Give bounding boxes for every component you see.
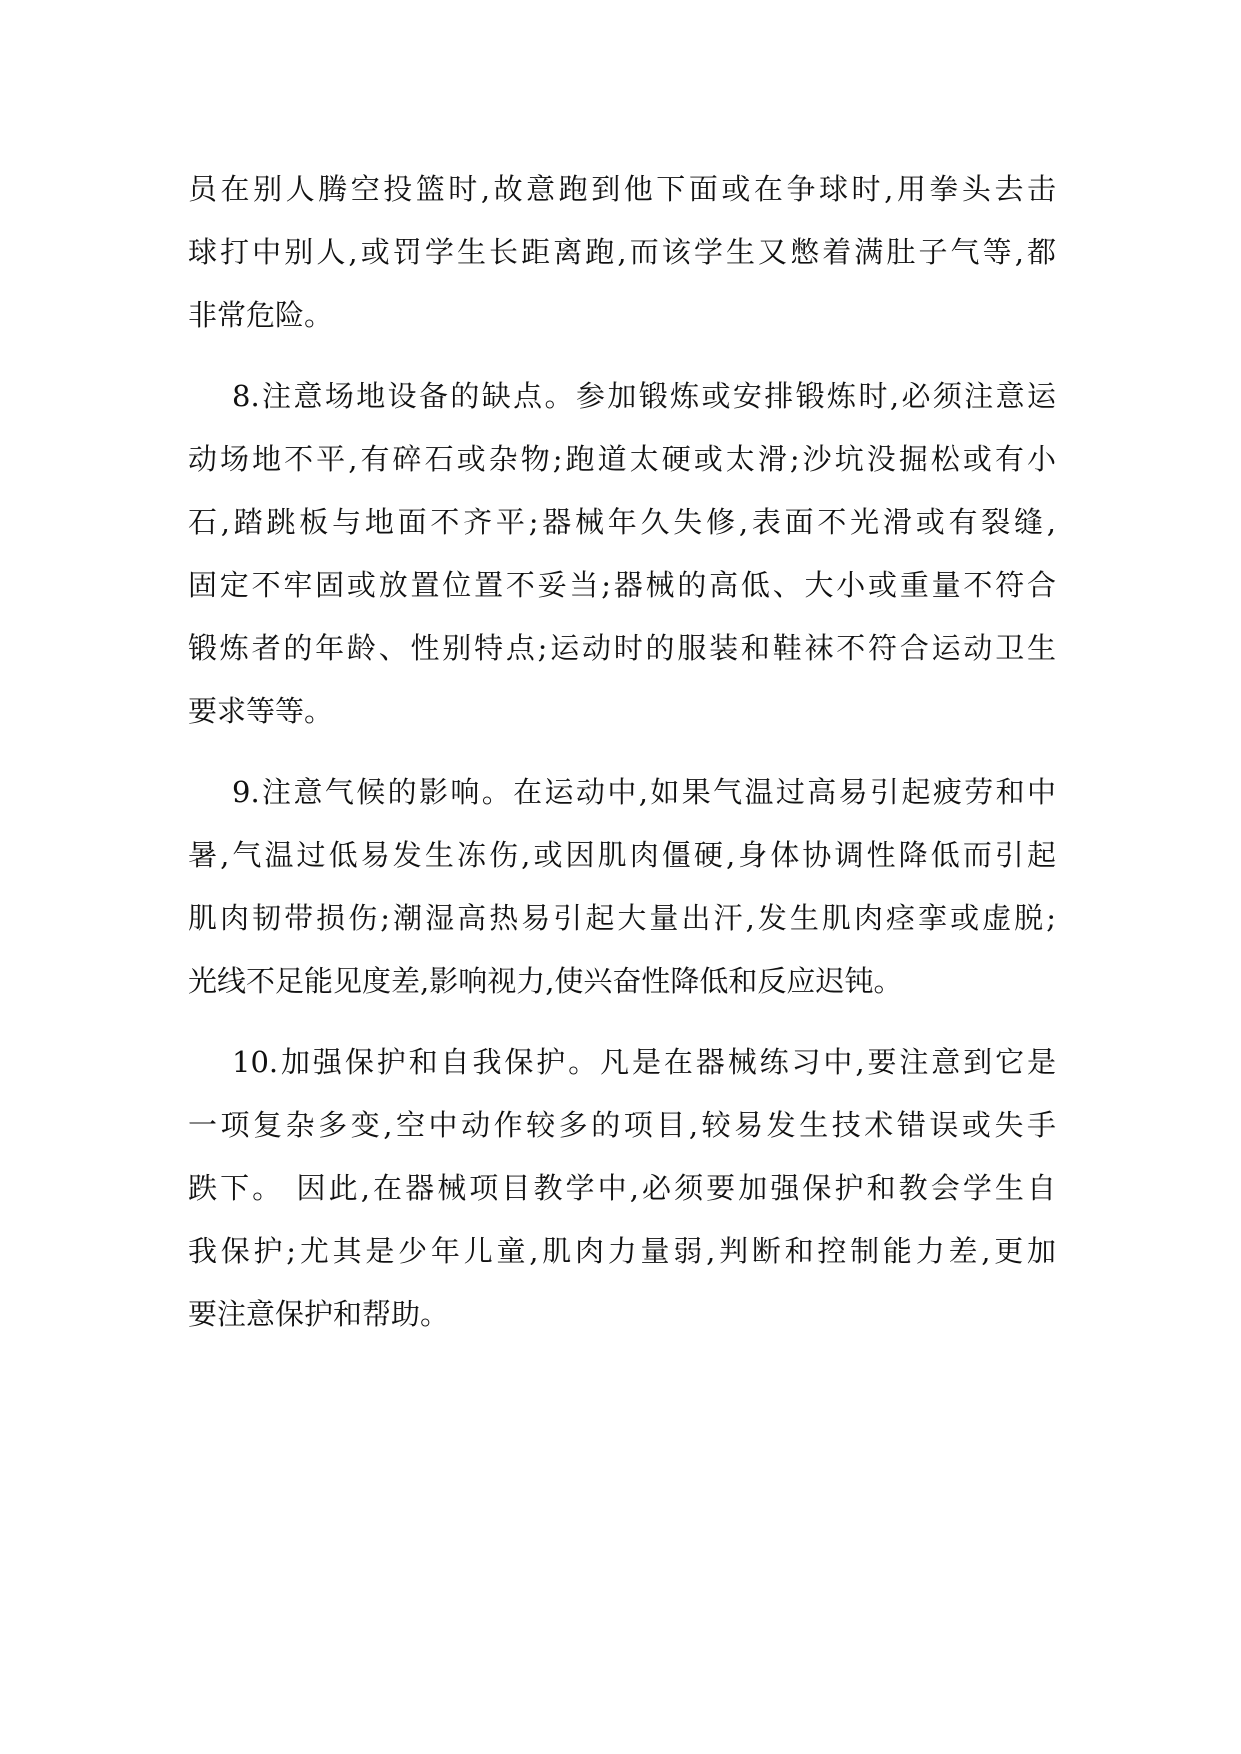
- text-line: 我保护;尤其是少年儿童,肌肉力量弱,判断和控制能力差,更加: [188, 1234, 1056, 1268]
- paragraph-spacer: [188, 743, 1056, 761]
- text-line: 要注意保护和帮助。: [188, 1297, 450, 1331]
- text-line: 员在别人腾空投篮时,故意跑到他下面或在争球时,用拳头去击: [188, 172, 1056, 206]
- text-line: 光线不足能见度差,影响视力,使兴奋性降低和反应迟钝。: [188, 964, 903, 998]
- text-line: 暑,气温过低易发生冻伤,或因肌肉僵硬,身体协调性降低而引起: [188, 838, 1056, 872]
- paragraph-item-10: [188, 1031, 1056, 1346]
- paragraph-continuation: [188, 158, 1056, 347]
- text-line: 肌肉韧带损伤;潮湿高热易引起大量出汗,发生肌肉痉挛或虚脱;: [188, 901, 1056, 935]
- text-line: 非常危险。: [188, 298, 334, 332]
- paragraph-spacer: [188, 1013, 1056, 1031]
- text-line: 动场地不平,有碎石或杂物;跑道太硬或太滑;沙坑没掘松或有小: [188, 442, 1056, 476]
- body-text: [188, 158, 1056, 1346]
- text-line: 一项复杂多变,空中动作较多的项目,较易发生技术错误或失手: [188, 1108, 1056, 1142]
- paragraph-item-9: [188, 761, 1056, 1013]
- text-line: 固定不牢固或放置位置不妥当;器械的高低、大小或重量不符合: [188, 568, 1056, 602]
- text-line: 要求等等。: [188, 694, 334, 728]
- paragraph-item-8: [188, 365, 1056, 743]
- text-line: 10.加强保护和自我保护。凡是在器械练习中,要注意到它是: [232, 1045, 1056, 1079]
- text-line: 8.注意场地设备的缺点。参加锻炼或安排锻炼时,必须注意运: [232, 379, 1056, 413]
- text-line: 锻炼者的年龄、性别特点;运动时的服装和鞋袜不符合运动卫生: [188, 631, 1056, 665]
- text-line: 跌下。 因此,在器械项目教学中,必须要加强保护和教会学生自: [188, 1171, 1056, 1205]
- text-line: 9.注意气候的影响。在运动中,如果气温过高易引起疲劳和中: [232, 775, 1056, 809]
- paragraph-spacer: [188, 347, 1056, 365]
- text-line: 球打中别人,或罚学生长距离跑,而该学生又憋着满肚子气等,都: [188, 235, 1056, 269]
- text-line: 石,踏跳板与地面不齐平;器械年久失修,表面不光滑或有裂缝,: [188, 505, 1056, 539]
